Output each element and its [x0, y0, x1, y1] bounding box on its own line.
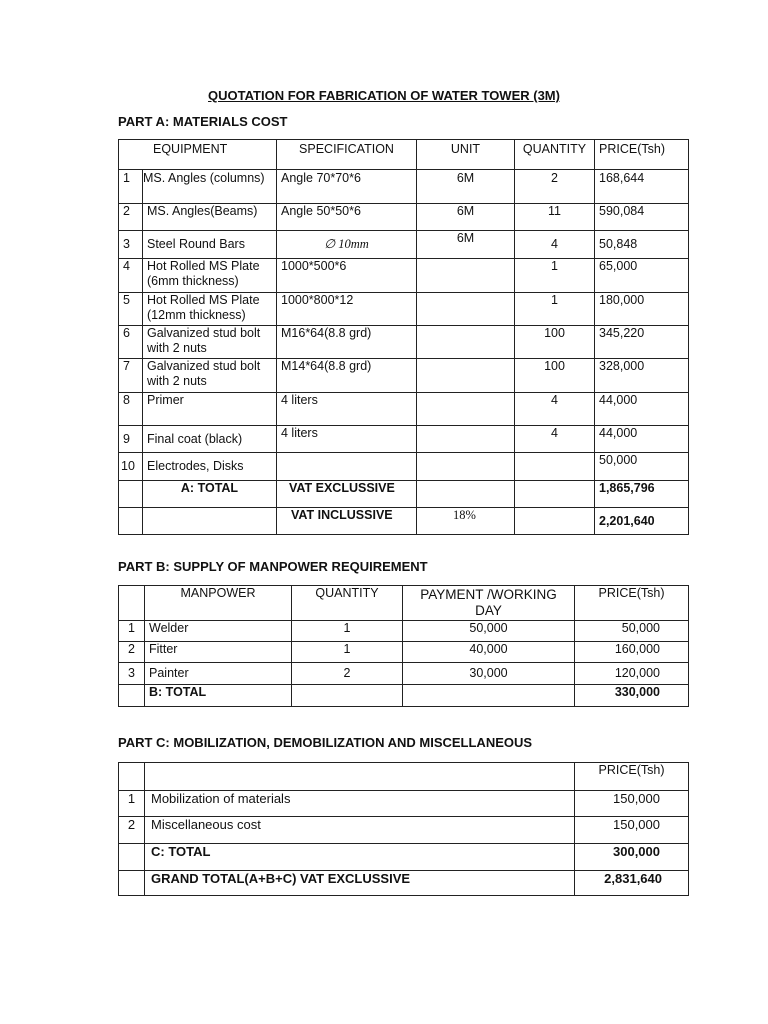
payment-cell: 30,000 — [403, 663, 575, 685]
price-cell: 50,000 — [595, 453, 689, 481]
table-row — [119, 791, 689, 817]
equipment-cell: Galvanized stud bolt with 2 nuts — [143, 326, 277, 359]
quantity-cell: 100 — [515, 326, 595, 359]
table-header-row — [119, 140, 689, 170]
header-quantity: QUANTITY — [292, 586, 403, 621]
price-cell: 50,000 — [575, 621, 689, 642]
unit-cell — [417, 359, 515, 393]
specification-cell: 4 liters — [277, 426, 417, 453]
table-row — [119, 426, 689, 453]
unit-cell — [417, 259, 515, 293]
equipment-cell: Final coat (black) — [143, 426, 277, 453]
specification-cell — [277, 453, 417, 481]
table-row — [119, 170, 689, 204]
total-row — [119, 481, 689, 508]
table-row — [119, 453, 689, 481]
equipment-cell: Electrodes, Disks — [143, 453, 277, 481]
row-number: 9 — [119, 426, 143, 453]
header-price: PRICE(Tsh) — [575, 586, 689, 621]
specification-cell: ∅ 10mm — [277, 231, 417, 259]
part-b-heading: PART B: SUPPLY OF MANPOWER REQUIREMENT — [118, 559, 428, 574]
equipment-cell: Hot Rolled MS Plate (12mm thickness) — [143, 293, 277, 326]
row-number: 3 — [119, 231, 143, 259]
grand-total-label: GRAND TOTAL(A+B+C) VAT EXCLUSSIVE — [145, 871, 575, 896]
specification-cell: M16*64(8.8 grd) — [277, 326, 417, 359]
table-row — [119, 621, 689, 642]
price-cell: 44,000 — [595, 426, 689, 453]
row-number: 2 — [119, 204, 143, 231]
unit-cell — [417, 393, 515, 426]
price-cell: 65,000 — [595, 259, 689, 293]
price-cell: 160,000 — [575, 642, 689, 663]
manpower-cell: Welder — [145, 621, 292, 642]
vat-exclusive-label: VAT EXCLUSSIVE — [277, 481, 417, 508]
header-payment: PAYMENT /WORKING DAY — [403, 586, 575, 621]
specification-cell: Angle 70*70*6 — [277, 170, 417, 204]
mobilization-table — [118, 762, 689, 896]
specification-cell: 1000*500*6 — [277, 259, 417, 293]
total-label: A: TOTAL — [143, 481, 277, 508]
row-number: 5 — [119, 293, 143, 326]
unit-cell — [417, 293, 515, 326]
row-number: 2 — [119, 642, 145, 663]
mobilization-total: 300,000 — [575, 844, 689, 871]
specification-cell: 4 liters — [277, 393, 417, 426]
price-cell: 150,000 — [575, 791, 689, 817]
manpower-cell: Fitter — [145, 642, 292, 663]
vat-inclusive-label: VAT INCLUSSIVE — [277, 508, 417, 535]
table-row — [119, 359, 689, 393]
table-header-row — [119, 586, 689, 621]
part-c-heading: PART C: MOBILIZATION, DEMOBILIZATION AND MISCELLANEOUS — [118, 735, 533, 750]
specification-cell: 1000*800*12 — [277, 293, 417, 326]
item-cell: Mobilization of materials — [145, 791, 575, 817]
table-row — [119, 259, 689, 293]
table-row — [119, 326, 689, 359]
quantity-cell: 4 — [515, 393, 595, 426]
payment-cell: 40,000 — [403, 642, 575, 663]
header-equipment: EQUIPMENT — [119, 140, 277, 170]
row-number: 10 — [119, 453, 143, 481]
grand-total-value: 2,831,640 — [575, 871, 689, 896]
vat-exclusive-total: 1,865,796 — [595, 481, 689, 508]
price-cell: 50,848 — [595, 231, 689, 259]
price-cell: 180,000 — [595, 293, 689, 326]
price-cell: 345,220 — [595, 326, 689, 359]
price-cell: 590,084 — [595, 204, 689, 231]
row-number: 7 — [119, 359, 143, 393]
equipment-cell: Hot Rolled MS Plate (6mm thickness) — [143, 259, 277, 293]
grand-total-row — [119, 871, 689, 896]
quantity-cell — [515, 453, 595, 481]
quantity-cell: 4 — [515, 231, 595, 259]
header-quantity: QUANTITY — [515, 140, 595, 170]
part-a-heading: PART A: MATERIALS COST — [118, 114, 288, 129]
price-cell: 120,000 — [575, 663, 689, 685]
row-number: 8 — [119, 393, 143, 426]
price-cell: 150,000 — [575, 817, 689, 844]
equipment-cell: MS. Angles (columns) — [143, 170, 277, 204]
unit-cell: 6M — [417, 231, 515, 259]
quantity-cell: 4 — [515, 426, 595, 453]
vat-inclusive-total: 2,201,640 — [595, 508, 689, 535]
table-row — [119, 293, 689, 326]
price-cell: 44,000 — [595, 393, 689, 426]
quantity-cell: 1 — [515, 259, 595, 293]
table-row — [119, 642, 689, 663]
equipment-cell: MS. Angles(Beams) — [143, 204, 277, 231]
table-row — [119, 817, 689, 844]
vat-rate: 18% — [417, 508, 515, 535]
table-row — [119, 393, 689, 426]
table-row — [119, 204, 689, 231]
unit-cell — [417, 453, 515, 481]
manpower-table — [118, 585, 689, 707]
table-row — [119, 663, 689, 685]
quantity-cell: 11 — [515, 204, 595, 231]
unit-cell — [417, 326, 515, 359]
header-price: PRICE(Tsh) — [595, 140, 689, 170]
total-row — [119, 844, 689, 871]
row-number: 2 — [119, 817, 145, 844]
specification-cell: Angle 50*50*6 — [277, 204, 417, 231]
unit-cell — [417, 426, 515, 453]
payment-cell: 50,000 — [403, 621, 575, 642]
price-cell: 168,644 — [595, 170, 689, 204]
total-row — [119, 685, 689, 707]
price-cell: 328,000 — [595, 359, 689, 393]
unit-cell: 6M — [417, 170, 515, 204]
equipment-cell: Galvanized stud bolt with 2 nuts — [143, 359, 277, 393]
row-number: 1 — [119, 621, 145, 642]
manpower-cell: Painter — [145, 663, 292, 685]
materials-table — [118, 139, 689, 535]
quantity-cell: 1 — [515, 293, 595, 326]
total-label: B: TOTAL — [145, 685, 292, 707]
header-unit: UNIT — [417, 140, 515, 170]
row-number: 4 — [119, 259, 143, 293]
row-number: 3 — [119, 663, 145, 685]
total-label: C: TOTAL — [145, 844, 575, 871]
header-price: PRICE(Tsh) — [575, 763, 689, 791]
equipment-cell: Primer — [143, 393, 277, 426]
document-title: QUOTATION FOR FABRICATION OF WATER TOWER (3M) — [208, 88, 560, 103]
row-number: 1 — [119, 170, 143, 204]
header-specification: SPECIFICATION — [277, 140, 417, 170]
equipment-cell: Steel Round Bars — [143, 231, 277, 259]
table-row — [119, 231, 689, 259]
quantity-cell: 2 — [515, 170, 595, 204]
quantity-cell: 2 — [292, 663, 403, 685]
quantity-cell: 1 — [292, 621, 403, 642]
quantity-cell: 1 — [292, 642, 403, 663]
manpower-total: 330,000 — [575, 685, 689, 707]
row-number: 1 — [119, 791, 145, 817]
total-row — [119, 508, 689, 535]
item-cell: Miscellaneous cost — [145, 817, 575, 844]
quantity-cell: 100 — [515, 359, 595, 393]
table-header-row — [119, 763, 689, 791]
specification-cell: M14*64(8.8 grd) — [277, 359, 417, 393]
row-number: 6 — [119, 326, 143, 359]
header-manpower: MANPOWER — [145, 586, 292, 621]
unit-cell: 6M — [417, 204, 515, 231]
